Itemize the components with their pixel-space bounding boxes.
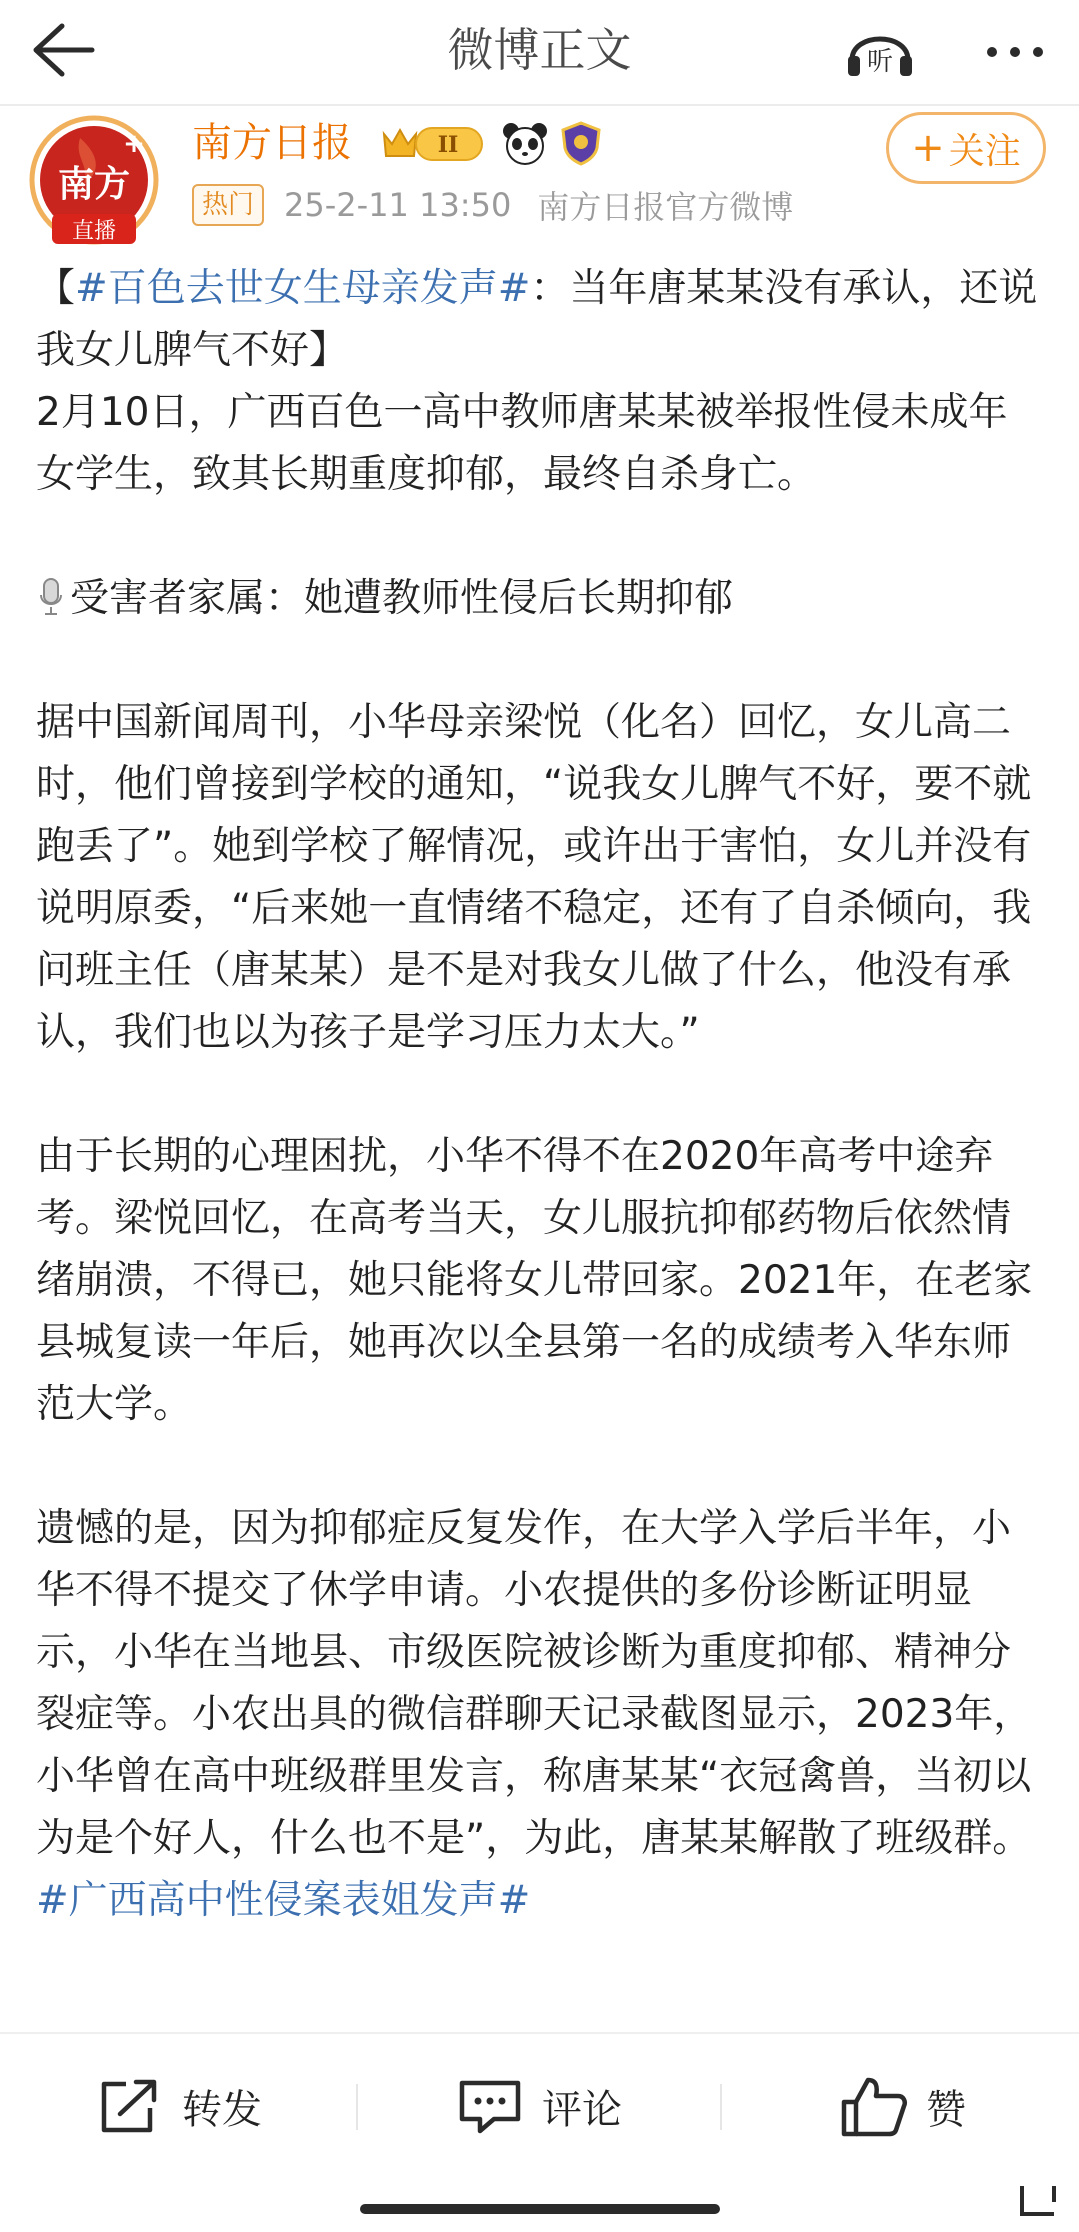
post-timestamp: 25-2-11 13:50 (284, 186, 512, 224)
paragraph-2 (36, 568, 1046, 630)
like-label: 赞 (926, 2086, 966, 2133)
headline-text: ：当年唐某某没有承认，还说我女儿脾气不好】 (36, 266, 1038, 373)
microphone-icon (36, 577, 66, 617)
comment-icon (456, 2075, 524, 2137)
corner-expand-icon (1014, 2180, 1062, 2220)
follow-label: 关注 (948, 130, 1021, 172)
listen-label: 听 (866, 47, 894, 77)
paragraph-5-text: 遗憾的是，因为抑郁症反复发作，在大学入学后半年，小华不得不提交了休学申请。小农提供的多份诊断证明显示，小华在当地县、市级医院被诊断为重度抑郁、精神分裂症等。小农出具的微信群聊天记录截图显示，2023年，小华曾在高中班级群里发言，称唐某某“衣冠禽兽，当初以为是个好人，什么也不是”，为此，唐某某解散了班级群。 (36, 1506, 1033, 1861)
listen-headphones-icon[interactable] (842, 16, 918, 84)
bottom-action-bar (0, 2032, 1079, 2174)
comment-label: 评论 (542, 2086, 622, 2133)
paragraph-4: 由于长期的心理困扰，小华不得不在2020年高考中途弃考。梁悦回忆，在高考当天，女儿服抗抑郁药物后依然情绪崩溃，不得已，她只能将女儿带回家。2021年，在老家县城复读一年后，她再次以全县第一名的成绩考入华东师范大学。 (36, 1134, 1033, 1427)
paragraph-5 (36, 1498, 1046, 1932)
post-body (36, 258, 1046, 1932)
paragraph-3: 据中国新闻周刊，小华母亲梁悦（化名）回忆，女儿高二时，他们曾接到学校的通知，“说我女儿脾气不好，要不就跑丢了”。她到学校了解情况，或许出于害怕，女儿并没有说明原委，“后来她一直情绪不稳定，还有了自杀倾向，我问班主任（唐某某）是不是对我女儿做了什么，他没有承认，我们也以为孩子是学习压力太大。” (36, 700, 1032, 1055)
crown-level-badge-icon[interactable] (380, 120, 492, 166)
hot-tag-badge: 热门 (192, 184, 264, 226)
headline-bracket: 【 (36, 266, 76, 311)
shield-badge-icon[interactable] (558, 120, 604, 166)
separator (720, 2084, 722, 2130)
repost-label: 转发 (182, 2086, 262, 2133)
thumbs-up-icon (838, 2074, 908, 2138)
top-nav-bar (0, 0, 1079, 106)
author-name[interactable]: 南方日报 (192, 120, 352, 166)
author-avatar[interactable] (20, 108, 176, 250)
post-source: 南方日报官方微博 (537, 188, 794, 226)
repost-icon (96, 2076, 164, 2136)
more-options-icon[interactable] (980, 22, 1050, 82)
hashtag-link-1[interactable]: #百色去世女生母亲发声# (75, 266, 531, 311)
paragraph-2-text: 受害者家属：她遭教师性侵后长期抑郁 (70, 576, 734, 621)
avatar-live-text: 直播 (71, 219, 117, 244)
author-badges (380, 118, 604, 168)
avatar-main-text: 南方 (57, 164, 131, 205)
separator (356, 2084, 358, 2130)
page-title: 微博正文 (447, 23, 632, 77)
follow-plus-icon: + (911, 125, 945, 171)
home-indicator[interactable] (360, 2204, 720, 2214)
panda-badge-icon[interactable] (500, 120, 550, 166)
paragraph-1: 2月10日，广西百色一高中教师唐某某被举报性侵未成年女学生，致其长期重度抑郁，最终自杀身亡。 (36, 390, 1008, 497)
follow-button[interactable] (886, 112, 1046, 184)
repost-button[interactable] (96, 2074, 262, 2138)
like-button[interactable] (838, 2074, 966, 2138)
comment-button[interactable] (456, 2074, 622, 2138)
post-meta (192, 182, 793, 228)
level-badge-text: II (437, 132, 459, 158)
post-headline (36, 258, 1046, 382)
avatar-plus-text: + (123, 129, 145, 159)
hashtag-link-2[interactable]: #广西高中性侵案表姐发声# (36, 1878, 531, 1923)
